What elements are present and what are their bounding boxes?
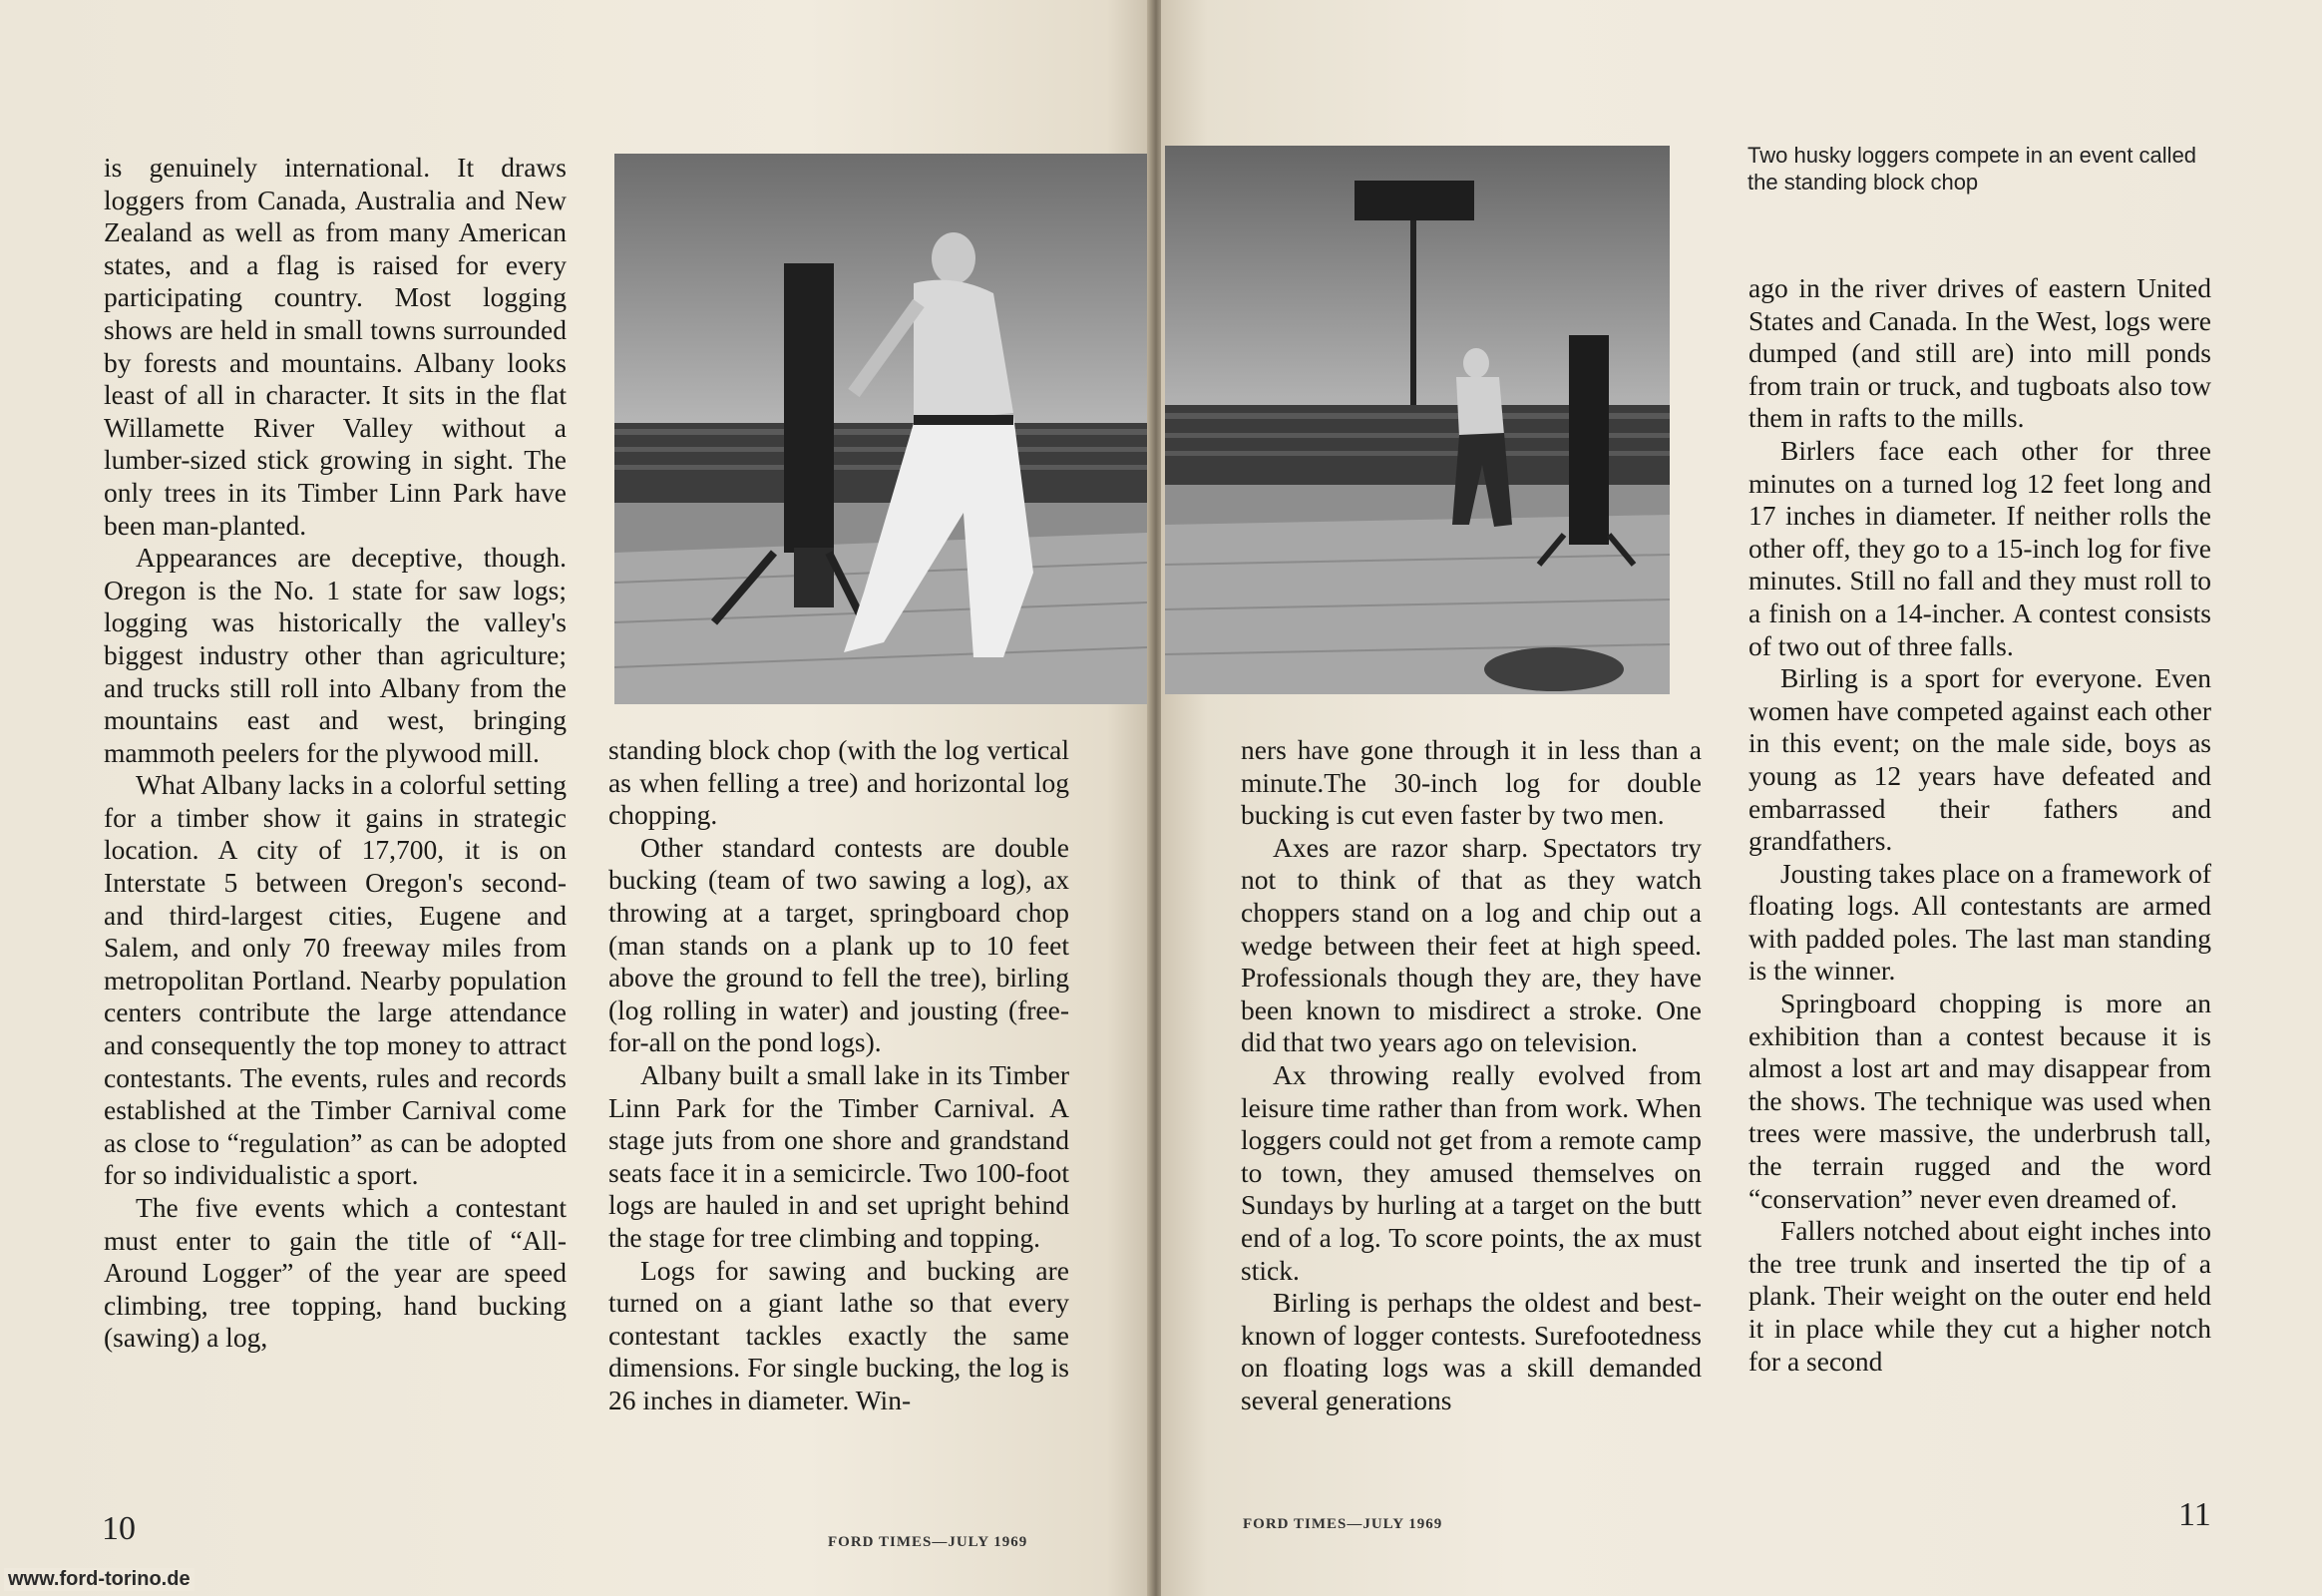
paragraph: Axes are razor sharp. Spectators try not to think of that as they watch choppers stand on a log and chip out a wedge between their feet at high speed. Professionals though they are, they have been known to misdirect a stroke. One did that two years ago on television.: [1241, 831, 1702, 1058]
paragraph: Logs for sawing and bucking are turned on a giant lathe so that every contestant tackles exactly the same dimensions. For single bucking, the log is 26 inches in diameter. Win-: [608, 1254, 1069, 1415]
photo-right-image: [1165, 146, 1670, 694]
paragraph: Jousting takes place on a framework of floating logs. All contestants are armed with padded poles. The last man standing is the winner.: [1748, 857, 2211, 987]
page-number: 10: [102, 1510, 136, 1547]
paragraph: Springboard chopping is more an exhibition than a contest because it is almost a lost art and may disappear from the shows. The technique was used when trees were massive, the underbrush tall, the terrain rugged and the word “conservation” never even dreamed of.: [1748, 988, 2211, 1214]
paragraph: Appearances are deceptive, though. Oregon is the No. 1 state for saw logs; logging was historically the valley's biggest industry other than agriculture; and trucks still roll into Albany from the mountains east and west, bringing mammoth peelers for the plywood mill.: [104, 542, 567, 768]
page-number: 11: [2178, 1496, 2211, 1533]
watermark-url: www.ford-torino.de: [4, 1568, 194, 1591]
left-column-1: [104, 152, 567, 1355]
right-page: [1161, 0, 2322, 1596]
photo-block-chop-left: [614, 154, 1147, 704]
photo-left-image: [614, 154, 1147, 704]
running-footer: FORD TIMES—JULY 1969: [828, 1534, 1028, 1550]
photo-block-chop-right: [1165, 146, 1670, 694]
left-column-2: [608, 734, 1069, 1416]
paragraph: is genuinely international. It draws loggers from Canada, Australia and New Zealand as well as from many American states, and a flag is raised for every participating country. Most logging shows are held in small towns surrounded by forests and mountains. Albany looks least of all in character. It sits in the flat Willamette River Valley without a lumber-sized stick growing in sight. The only trees in its Timber Linn Park have been man-planted.: [104, 152, 567, 541]
photo-caption: Two husky loggers compete in an event called the standing block chop: [1747, 143, 2197, 195]
paragraph: standing block chop (with the log vertical as when felling a tree) and horizontal log chopping.: [608, 734, 1069, 831]
right-column-2: [1748, 272, 2211, 1378]
paragraph: Other standard contests are double bucking (team of two sawing a log), ax throwing at a target, springboard chop (man stands on a plank up to 10 feet above the ground to fell the tree), birling (log rolling in water) and jousting (free-for-all on the pond logs).: [608, 831, 1069, 1058]
paragraph: Birling is a sport for everyone. Even women have competed against each other in this event; on the male side, boys as young as 12 years have defeated and embarrassed their fathers and grandfathers.: [1748, 662, 2211, 857]
paragraph: Birling is perhaps the oldest and best-known of logger contests. Surefootedness on floating logs was a skill demanded several generations: [1241, 1287, 1702, 1415]
paragraph: Fallers notched about eight inches into the tree trunk and inserted the tip of a plank. Their weight on the outer end held it in place while they cut a higher notch for a second: [1748, 1215, 2211, 1377]
running-footer: FORD TIMES—JULY 1969: [1243, 1516, 1443, 1532]
paragraph: ago in the river drives of eastern United States and Canada. In the West, logs were dumped (and still are) into mill ponds from train or truck, and tugboats also tow them in rafts to the mills.: [1748, 272, 2211, 434]
left-page: [0, 0, 1153, 1596]
paragraph: The five events which a contestant must enter to gain the title of “All-Around Logger” of the year are speed climbing, tree topping, hand bucking (sawing) a log,: [104, 1192, 567, 1354]
paragraph: Albany built a small lake in its Timber Linn Park for the Timber Carnival. A stage juts from one shore and grandstand seats face it in a semicircle. Two 100-foot logs are hauled in and set upright behind the stage for tree climbing and topping.: [608, 1058, 1069, 1253]
paragraph: Ax throwing really evolved from leisure time rather than from work. When loggers could not get from a remote camp to town, they amused themselves on Sundays by hurling at a target on the butt end of a log. To score points, the ax must stick.: [1241, 1058, 1702, 1286]
paragraph: Birlers face each other for three minutes on a turned log 12 feet long and 17 inches in diameter. If neither rolls the other off, they go to a 15-inch log for five minutes. Still no fall and they must roll to a finish on a 14-incher. A contest consists of two out of three falls.: [1748, 434, 2211, 661]
paragraph: ners have gone through it in less than a minute.The 30-inch log for double bucking is cut even faster by two men.: [1241, 734, 1702, 831]
right-column-1: [1241, 734, 1702, 1416]
paragraph: What Albany lacks in a colorful setting for a timber show it gains in strategic location. A city of 17,700, it is on Interstate 5 between Oregon's second- and third-largest cities, Eugene and Salem, and only 70 freeway miles from metropolitan Portland. Nearby population centers contribute the large attendance and consequently the top money to attract contestants. The events, rules and records established at the Timber Carnival come as close to “regulation” as can be adopted for so individualistic a sport.: [104, 769, 567, 1191]
